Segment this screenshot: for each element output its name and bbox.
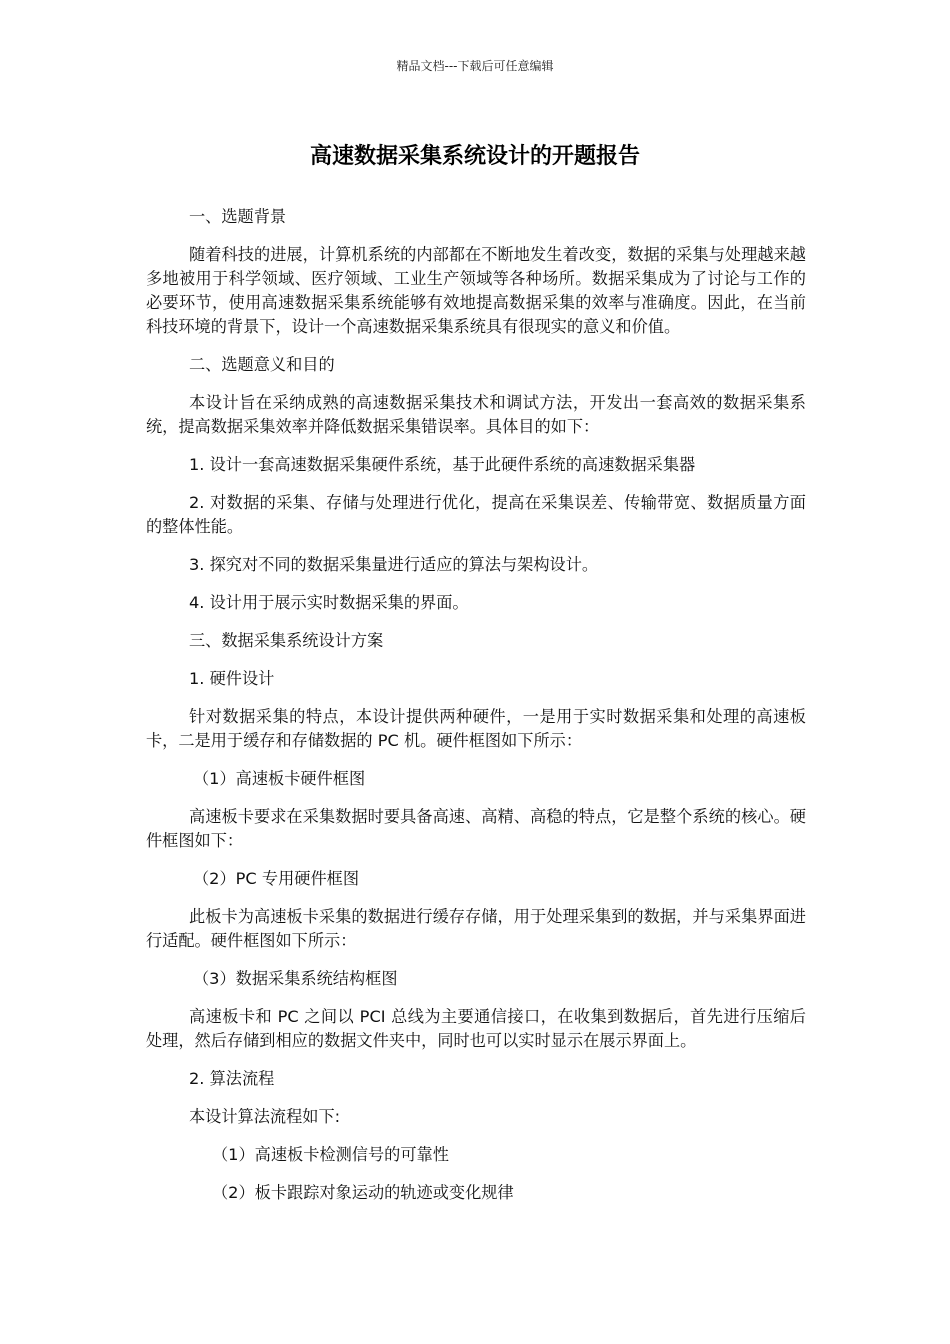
- subheading-hardware: 1. 硬件设计: [189, 669, 275, 688]
- subheading-pc-diagram: （2）PC 专用硬件框图: [193, 869, 360, 888]
- paragraph-hardware: 针对数据采集的特点，本设计提供两种硬件，一是用于实时数据采集和处理的高速板卡，二是用于缓存和存储数据的 PC 机。硬件框图如下所示：: [146, 707, 806, 750]
- paragraph-purpose: 本设计旨在采纳成熟的高速数据采集技术和调试方法，开发出一套高效的数据采集系统，提高数据采集效率并降低数据采集错误率。具体目的如下：: [146, 393, 806, 436]
- algorithm-step-1: （1）高速板卡检测信号的可靠性: [212, 1145, 449, 1164]
- section-heading-background: 一、选题背景: [189, 207, 287, 226]
- document-body: [146, 205, 806, 1219]
- purpose-item-3: 3. 探究对不同的数据采集量进行适应的算法与架构设计。: [189, 555, 599, 574]
- subheading-system-diagram: （3）数据采集系统结构框图: [193, 969, 398, 988]
- section-heading-design: 三、数据采集系统设计方案: [189, 631, 384, 650]
- paragraph-algorithm: 本设计算法流程如下:: [189, 1107, 341, 1126]
- purpose-item-2: 2. 对数据的采集、存储与处理进行优化，提高在采集误差、传输带宽、数据质量方面的整体性能。: [146, 493, 806, 536]
- paragraph-background: 随着科技的进展，计算机系统的内部都在不断地发生着改变，数据的采集与处理越来越多地被用于科学领域、医疗领域、工业生产领域等各种场所。数据采集成为了讨论与工作的必要环节，使用高速数据采集系统能够有效地提高数据采集的效率与准确度。因此，在当前科技环境的背景下，设计一个高速数据采集系统具有很现实的意义和价值。: [146, 245, 806, 336]
- purpose-item-4: 4. 设计用于展示实时数据采集的界面。: [189, 593, 469, 612]
- paragraph-pc-diagram: 此板卡为高速板卡采集的数据进行缓存存储，用于处理采集到的数据，并与采集界面进行适配。硬件框图如下所示：: [146, 907, 806, 950]
- paragraph-system-diagram: 高速板卡和 PC 之间以 PCI 总线为主要通信接口，在收集到数据后，首先进行压缩后处理，然后存储到相应的数据文件夹中，同时也可以实时显示在展示界面上。: [146, 1007, 806, 1050]
- subheading-algorithm: 2. 算法流程: [189, 1069, 275, 1088]
- subheading-board-diagram: （1）高速板卡硬件框图: [193, 769, 366, 788]
- section-heading-purpose: 二、选题意义和目的: [189, 355, 335, 374]
- purpose-item-1: 1. 设计一套高速数据采集硬件系统，基于此硬件系统的高速数据采集器: [189, 455, 696, 474]
- paragraph-board-diagram: 高速板卡要求在采集数据时要具备高速、高精、高稳的特点，它是整个系统的核心。硬件框图如下：: [146, 807, 806, 850]
- algorithm-step-2: （2）板卡跟踪对象运动的轨迹或变化规律: [212, 1183, 514, 1202]
- document-title: 高速数据采集系统设计的开题报告: [309, 144, 640, 169]
- header-note: 精品文档---下载后可任意编辑: [396, 59, 554, 73]
